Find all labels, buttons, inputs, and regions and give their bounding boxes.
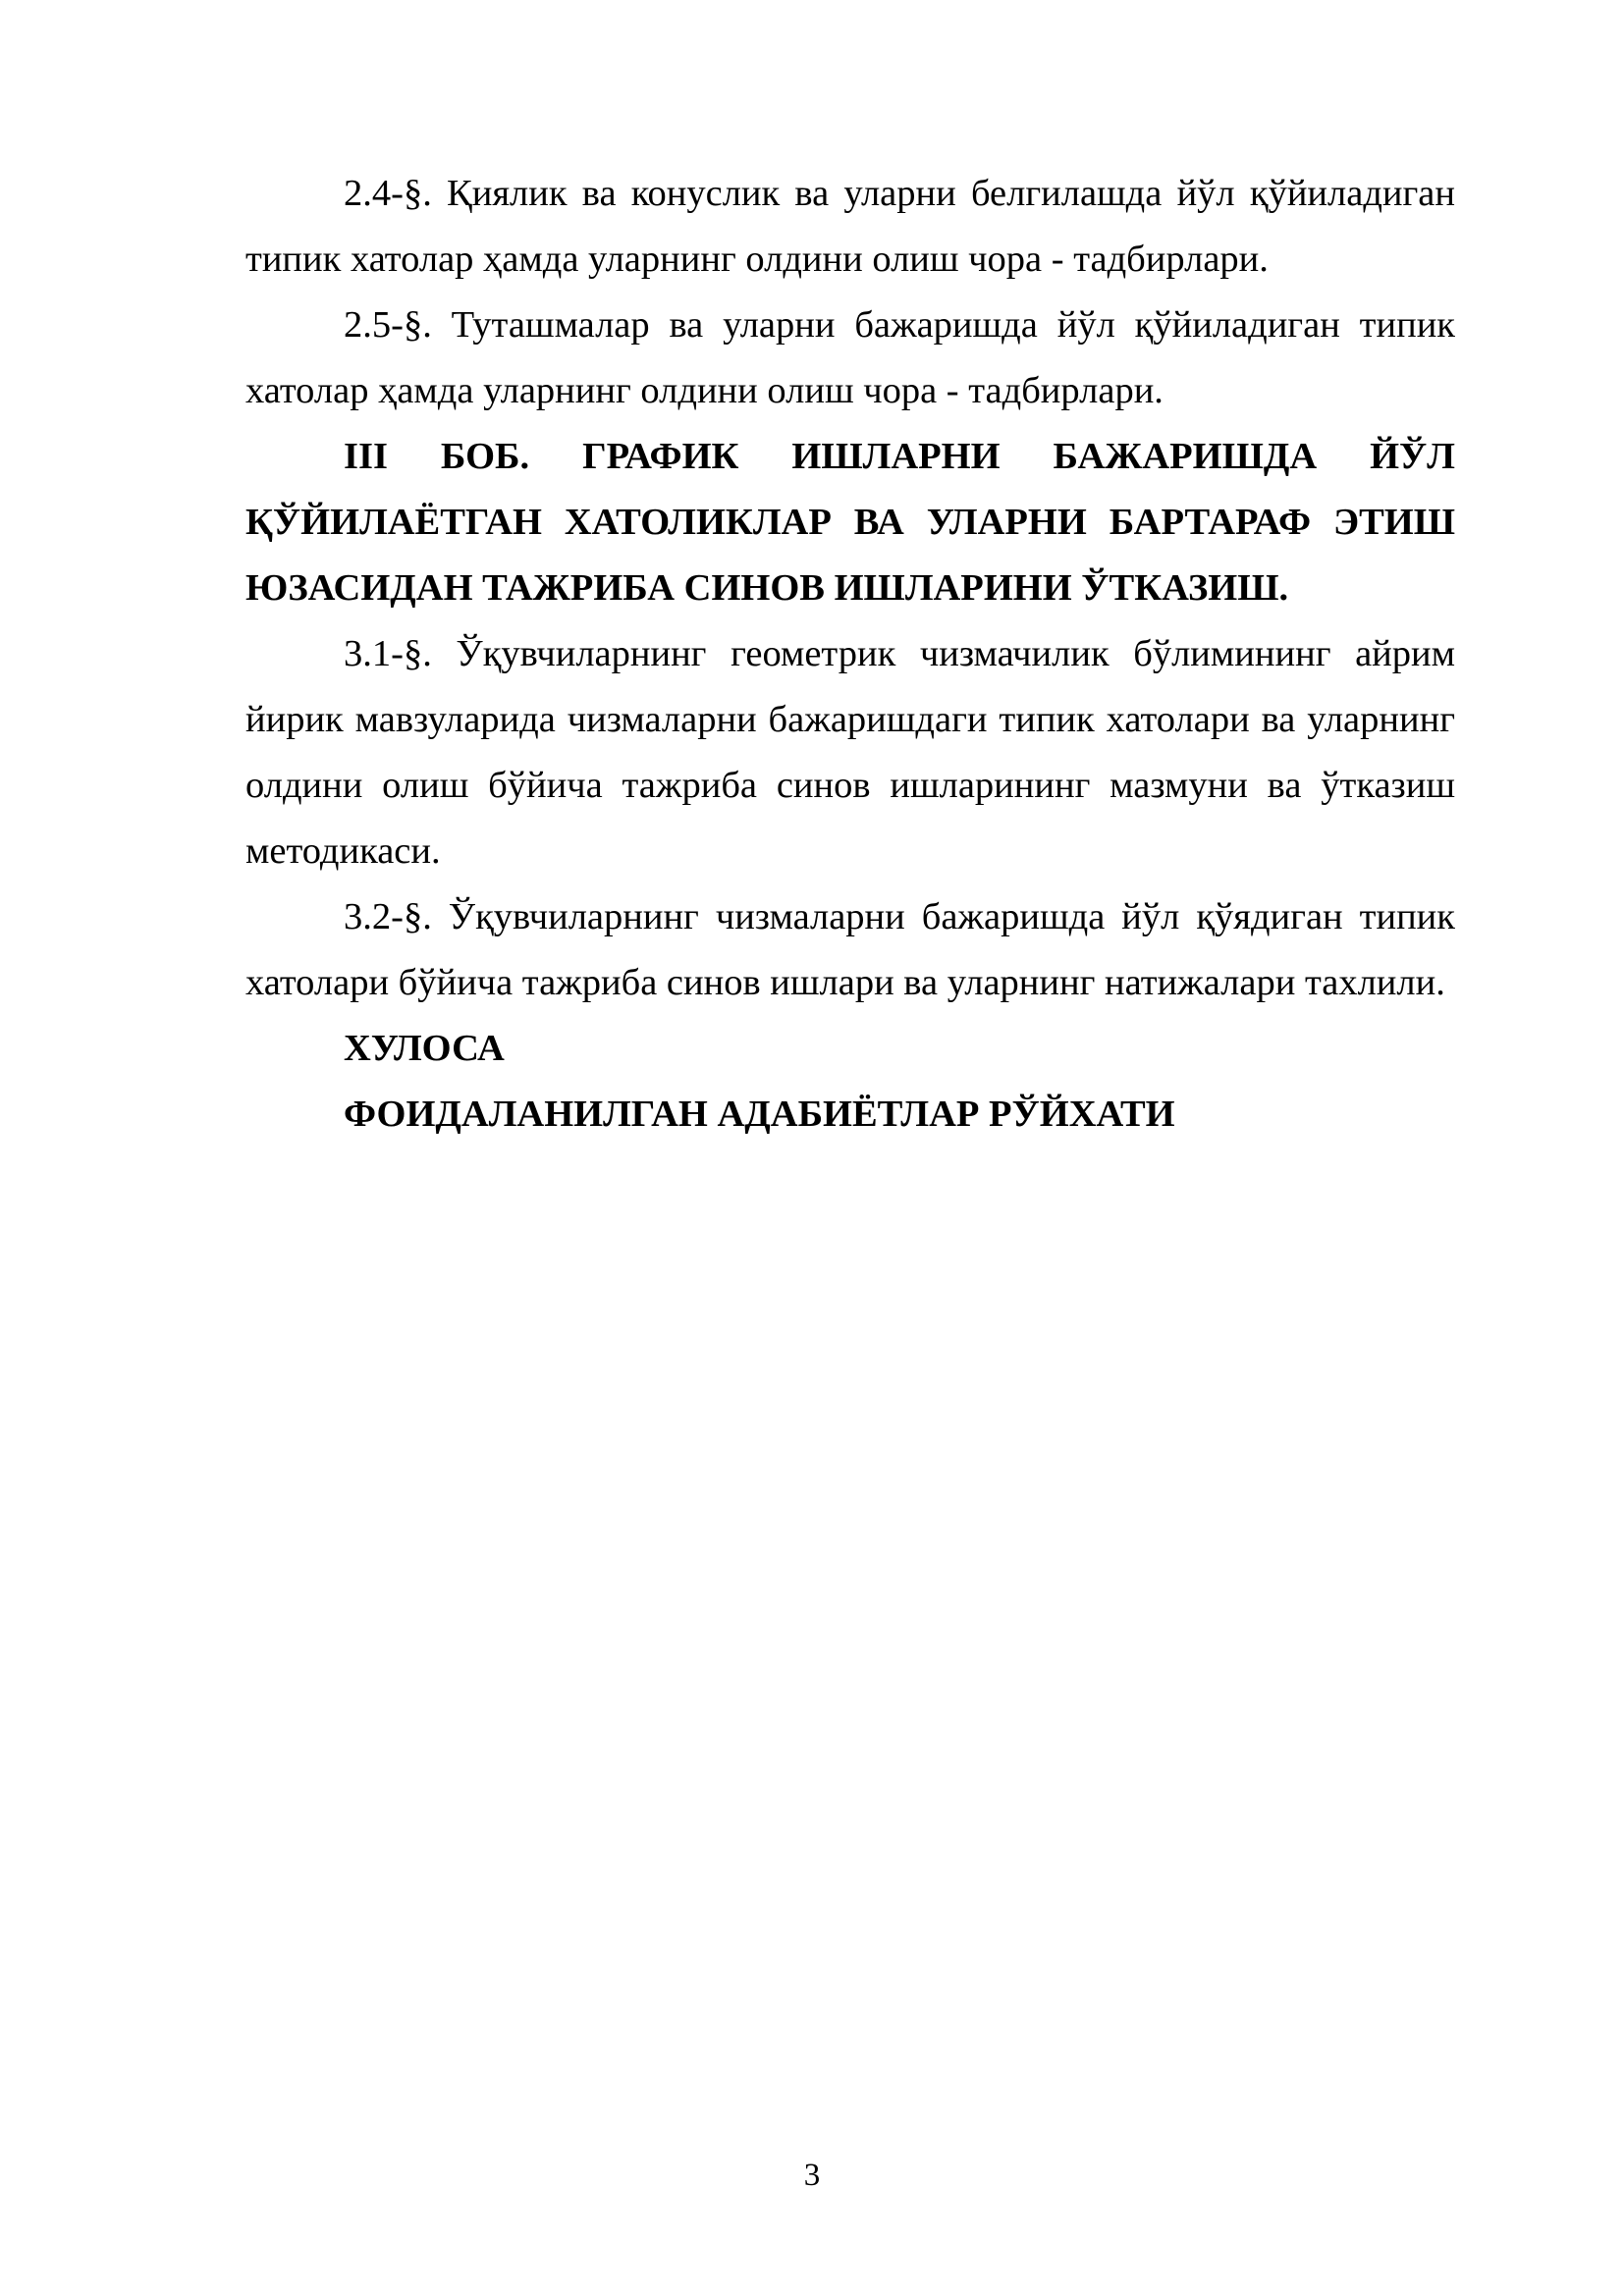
conclusion-heading: ХУЛОСА xyxy=(344,1028,505,1069)
toc-entry-3-1: 3.1-§. Ўқувчиларнинг геометрик чизмачилик бўлимининг айрим йирик мавзуларида чизмаларни бажаришдаги типик хатолари ва уларнинг олдини олиш бўйича тажриба синов ишларининг мазмуни ва ўтказиш методикаси. xyxy=(245,633,1455,872)
document-body xyxy=(245,161,1455,1148)
toc-entry-2-4: 2.4-§. Қиялик ва конуслик ва уларни белгилашда йўл қўйиладиган типик хатолар ҳамда уларнинг олдини олиш чора - тадбирлари. xyxy=(245,173,1455,280)
references-heading: ФОИДАЛАНИЛГАН АДАБИЁТЛАР РЎЙХАТИ xyxy=(344,1094,1175,1135)
page-number: 3 xyxy=(803,2158,821,2193)
toc-entry-3-2: 3.2-§. Ўқувчиларнинг чизмаларни бажаришда йўл қўядиган типик хатолари бўйича тажриба синов ишлари ва уларнинг натижалари тахлили. xyxy=(245,896,1455,1003)
toc-entry-2-5: 2.5-§. Туташмалар ва уларни бажаришда йўл қўйиладиган типик хатолар ҳамда уларнинг олдини олиш чора - тадбирлари. xyxy=(245,304,1455,411)
chapter-3-heading: III БОБ. ГРАФИК ИШЛАРНИ БАЖАРИШДА ЙЎЛ ҚЎЙИЛАЁТГАН ХАТОЛИКЛАР ВА УЛАРНИ БАРТАРАФ ЭТИШ ЮЗАСИДАН ТАЖРИБА СИНОВ ИШЛАРИНИ ЎТКАЗИШ. xyxy=(245,436,1455,609)
